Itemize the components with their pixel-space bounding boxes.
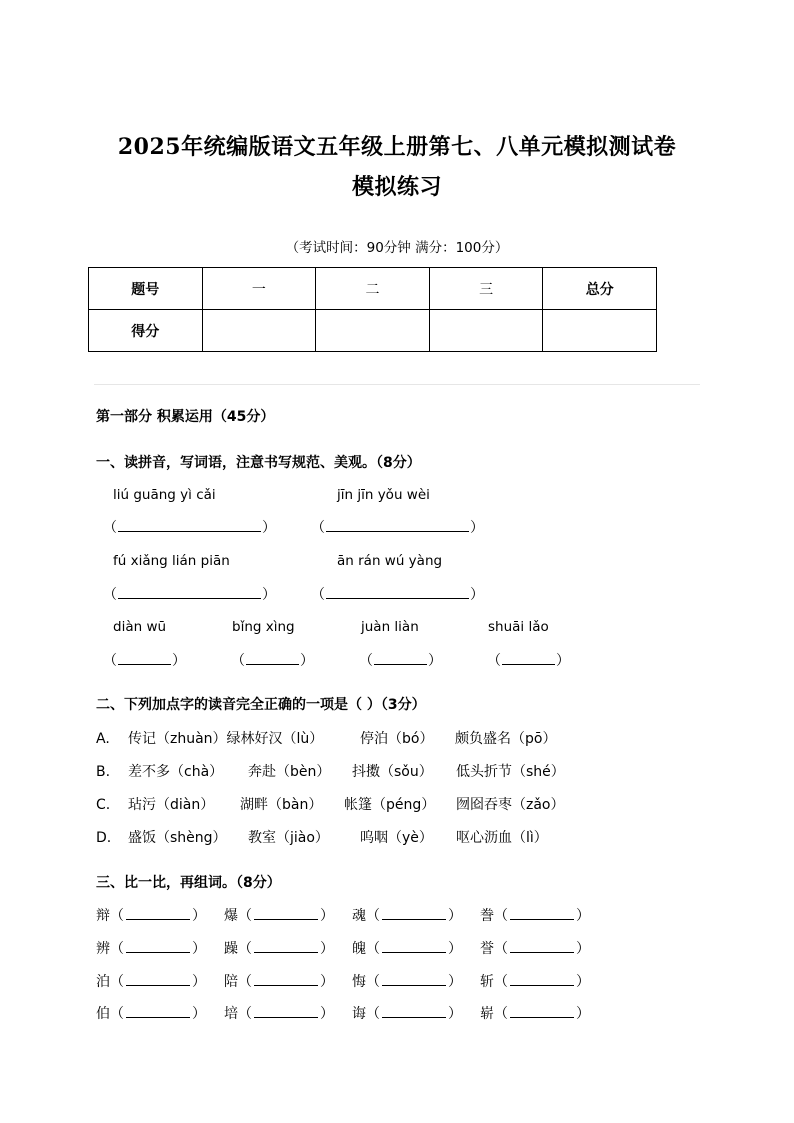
- score-table: [88, 267, 657, 352]
- header-cell-2: 二: [316, 268, 430, 310]
- answer-line[interactable]: [254, 971, 318, 986]
- answer-line[interactable]: [510, 938, 574, 953]
- compare-char: 誉: [480, 941, 494, 957]
- paren-open: （: [231, 653, 245, 669]
- compare-word-item[interactable]: [480, 971, 590, 991]
- compare-char: 誊: [480, 908, 494, 924]
- pinyin-5: diàn wū: [113, 619, 167, 635]
- answer-line[interactable]: [326, 584, 469, 599]
- option-item: 奔赴（bèn）: [248, 764, 331, 780]
- compare-char: 诲: [352, 1006, 366, 1022]
- compare-char: 魂: [352, 908, 366, 924]
- answer-line[interactable]: [502, 650, 555, 665]
- paren-close: ）: [320, 908, 334, 924]
- paren-open: （: [366, 941, 380, 957]
- paren-close: ）: [448, 941, 462, 957]
- compare-char: 泊: [96, 974, 110, 990]
- answer-blank-7[interactable]: [359, 650, 442, 670]
- answer-line[interactable]: [118, 517, 261, 532]
- option-item: 停泊（bó）: [360, 731, 434, 747]
- score-cell-2[interactable]: [316, 310, 430, 352]
- answer-line[interactable]: [382, 1003, 446, 1018]
- answer-line[interactable]: [510, 971, 574, 986]
- paren-close: ）: [576, 974, 590, 990]
- paren-close: ）: [320, 1006, 334, 1022]
- answer-blank-3[interactable]: [103, 584, 276, 604]
- compare-char: 培: [224, 1006, 238, 1022]
- compare-word-item[interactable]: [96, 938, 206, 958]
- paren-open: （: [366, 1006, 380, 1022]
- header-cell-total: 总分: [543, 268, 657, 310]
- score-cell-1[interactable]: [202, 310, 316, 352]
- answer-line[interactable]: [374, 650, 427, 665]
- paren-open: （: [487, 653, 501, 669]
- option-item: 湖畔（bàn）: [240, 797, 323, 813]
- compare-char: 辨: [96, 941, 110, 957]
- compare-word-item[interactable]: [352, 971, 462, 991]
- answer-line[interactable]: [382, 971, 446, 986]
- answer-blank-2[interactable]: [311, 517, 484, 537]
- option-d[interactable]: [96, 827, 548, 847]
- compare-word-item[interactable]: [224, 938, 334, 958]
- answer-line[interactable]: [126, 1003, 190, 1018]
- score-table-header-row: [89, 268, 657, 310]
- paren-close: ）: [428, 653, 442, 669]
- paren-close: ）: [262, 520, 276, 536]
- header-cell-question-number: 题号: [89, 268, 203, 310]
- compare-word-item[interactable]: [480, 905, 590, 925]
- paren-open: （: [238, 908, 252, 924]
- pinyin-8: shuāi lǎo: [488, 619, 549, 635]
- paren-close: ）: [192, 908, 206, 924]
- paren-open: （: [238, 941, 252, 957]
- paren-open: （: [366, 974, 380, 990]
- paren-close: ）: [448, 974, 462, 990]
- paren-open: （: [494, 1006, 508, 1022]
- paren-close: ）: [320, 974, 334, 990]
- score-row-label: 得分: [89, 310, 203, 352]
- answer-line[interactable]: [118, 584, 261, 599]
- option-item: 抖擞（sǒu）: [352, 764, 433, 780]
- exam-info: （考试时间：90分钟 满分：100分）: [285, 240, 509, 256]
- answer-blank-1[interactable]: [103, 517, 276, 537]
- paren-open: （: [494, 908, 508, 924]
- compare-char: 躁: [224, 941, 238, 957]
- option-item: 教室（jiào）: [248, 830, 329, 846]
- paren-close: ）: [470, 520, 484, 536]
- compare-word-item[interactable]: [96, 1003, 206, 1023]
- answer-line[interactable]: [254, 938, 318, 953]
- answer-line[interactable]: [246, 650, 299, 665]
- option-a[interactable]: [96, 728, 556, 748]
- option-label: D.: [96, 830, 112, 846]
- part1-title: 第一部分 积累运用（45分）: [96, 409, 275, 425]
- paren-close: ）: [576, 908, 590, 924]
- paren-close: ）: [470, 587, 484, 603]
- paren-open: （: [103, 587, 117, 603]
- option-item: 呕心沥血（lì）: [456, 830, 548, 846]
- compare-word-item[interactable]: [480, 1003, 590, 1023]
- compare-char: 伯: [96, 1006, 110, 1022]
- compare-word-item[interactable]: [352, 938, 462, 958]
- compare-char: 辩: [96, 908, 110, 924]
- compare-word-item[interactable]: [352, 905, 462, 925]
- option-c[interactable]: [96, 794, 565, 814]
- pinyin-7: juàn liàn: [361, 619, 419, 635]
- pinyin-6: bǐng xìng: [232, 619, 295, 635]
- option-item: 传记（zhuàn）绿林好汉（lù）: [128, 731, 324, 747]
- paren-close: ）: [448, 1006, 462, 1022]
- paren-close: ）: [576, 1006, 590, 1022]
- answer-blank-4[interactable]: [311, 584, 484, 604]
- compare-word-item[interactable]: [224, 971, 334, 991]
- paren-close: ）: [192, 1006, 206, 1022]
- compare-char: 斩: [480, 974, 494, 990]
- paren-open: （: [238, 1006, 252, 1022]
- answer-line[interactable]: [126, 971, 190, 986]
- paren-open: （: [103, 520, 117, 536]
- answer-line[interactable]: [382, 905, 446, 920]
- answer-blank-6[interactable]: [231, 650, 314, 670]
- header-cell-1: 一: [202, 268, 316, 310]
- compare-word-item[interactable]: [96, 971, 206, 991]
- paren-open: （: [494, 974, 508, 990]
- pinyin-4: ān rán wú yàng: [337, 553, 443, 569]
- paren-close: ）: [576, 941, 590, 957]
- option-label: B.: [96, 764, 111, 780]
- answer-line[interactable]: [510, 1003, 574, 1018]
- score-cell-total[interactable]: [543, 310, 657, 352]
- pinyin-1: liú guāng yì cǎi: [113, 487, 216, 503]
- paren-close: ）: [192, 974, 206, 990]
- pinyin-2: jīn jīn yǒu wèi: [337, 487, 430, 503]
- paren-open: （: [110, 908, 124, 924]
- pinyin-3: fú xiǎng lián piān: [113, 553, 230, 569]
- option-b[interactable]: [96, 761, 565, 781]
- paren-open: （: [311, 520, 325, 536]
- option-item: 囫囵吞枣（zǎo）: [456, 797, 565, 813]
- paren-open: （: [359, 653, 373, 669]
- paren-close: ）: [320, 941, 334, 957]
- paren-close: ）: [172, 653, 186, 669]
- paren-open: （: [110, 974, 124, 990]
- option-item: 差不多（chà）: [128, 764, 224, 780]
- paren-open: （: [110, 1006, 124, 1022]
- compare-word-item[interactable]: [96, 905, 206, 925]
- answer-line[interactable]: [510, 905, 574, 920]
- q1-title: 一、读拼音，写词语，注意书写规范、美观。（8分）: [96, 455, 421, 471]
- compare-word-item[interactable]: [352, 1003, 462, 1023]
- answer-blank-8[interactable]: [487, 650, 570, 670]
- title-line-1: 2025年统编版语文五年级上册第七、八单元模拟测试卷: [117, 134, 677, 160]
- paren-open: （: [110, 941, 124, 957]
- compare-char: 崭: [480, 1006, 494, 1022]
- paren-open: （: [494, 941, 508, 957]
- paren-close: ）: [300, 653, 314, 669]
- compare-char: 魄: [352, 941, 366, 957]
- paren-open: （: [311, 587, 325, 603]
- paren-close: ）: [556, 653, 570, 669]
- option-item: 低头折节（shé）: [456, 764, 565, 780]
- paren-open: （: [366, 908, 380, 924]
- compare-char: 陪: [224, 974, 238, 990]
- paren-open: （: [103, 653, 117, 669]
- answer-line[interactable]: [126, 938, 190, 953]
- paren-close: ）: [262, 587, 276, 603]
- q2-title: 二、下列加点字的读音完全正确的一项是（ ）（3分）: [96, 697, 426, 713]
- option-item: 呜咽（yè）: [360, 830, 433, 846]
- compare-word-item[interactable]: [224, 1003, 334, 1023]
- q3-title: 三、比一比，再组词。（8分）: [96, 875, 281, 891]
- answer-line[interactable]: [254, 1003, 318, 1018]
- paren-close: ）: [192, 941, 206, 957]
- option-item: 盛饭（shèng）: [128, 830, 227, 846]
- answer-line[interactable]: [382, 938, 446, 953]
- answer-line[interactable]: [118, 650, 171, 665]
- title-line-2: 模拟练习: [351, 174, 442, 200]
- answer-line[interactable]: [254, 905, 318, 920]
- paren-close: ）: [448, 908, 462, 924]
- compare-char: 悔: [352, 974, 366, 990]
- option-item: 帐篷（péng）: [344, 797, 436, 813]
- option-item: 颇负盛名（pō）: [455, 731, 557, 747]
- answer-line[interactable]: [126, 905, 190, 920]
- header-cell-3: 三: [429, 268, 543, 310]
- compare-word-item[interactable]: [224, 905, 334, 925]
- compare-word-item[interactable]: [480, 938, 590, 958]
- compare-char: 爆: [224, 908, 238, 924]
- option-item: 玷污（diàn）: [128, 797, 215, 813]
- option-label: C.: [96, 797, 111, 813]
- answer-line[interactable]: [326, 517, 469, 532]
- paren-open: （: [238, 974, 252, 990]
- option-label: A.: [96, 731, 110, 747]
- score-table-score-row: [89, 310, 657, 352]
- answer-blank-5[interactable]: [103, 650, 186, 670]
- score-cell-3[interactable]: [429, 310, 543, 352]
- divider: [94, 384, 700, 385]
